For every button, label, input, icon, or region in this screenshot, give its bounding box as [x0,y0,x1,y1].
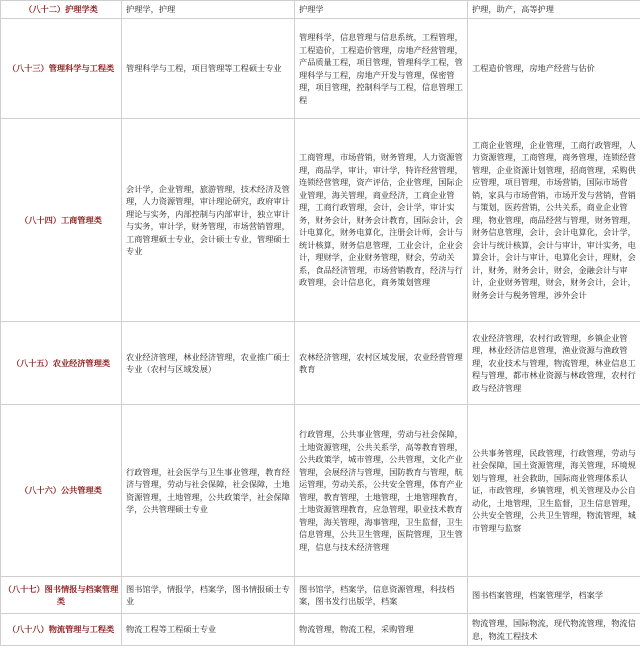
category-cell: （八十二）护理学类 [1,1,122,19]
table-row [1,405,640,577]
table-row [1,119,640,322]
table-row [1,614,640,646]
bachelor-cell: 工商管理，市场营销，财务管理，人力资源管理，商品学，审计，审计学，特许经营管理，连锁经营管理，资产评估，企业管理，国际企业管理，海关管理，商业经济，工商企业管理，工商行政管理，会计，会计学，审计实务，财务会计，财务会计教育，国际会计，会计电算化，财务电算化，注册会计师，会计与统计核算，财务信息管理，工业会计，企业会计，理财学，企业财务管理，财会，劳动关系，食品经济管理，市场营销教育，经济与行政管理，会计信息化，商务策划管理 [295,119,468,322]
table-row [1,19,640,119]
category-cell: （八十四）工商管理类 [1,119,122,322]
college-cell: 工商企业管理，企业管理，工商行政管理，人力资源管理，工商管理，商务管理，连锁经营管理，企业资源计划管理，招商管理，采购供应管理，项目管理，市场营销，国际市场营销，家具与市场营销，市场开发与营销，营销与策划，医药营销，公共关系，商业企业管理，物业管理，商品经营与管理，财务管理，财务信息管理，会计，会计电算化，会计学，会计与统计核算，会计与审计，审计实务，电算会计，会计与审计，电算化会计，理财，会计，财务，财务会计，财会，金融会计与审计，企业财务管理，财会，财务会计，会计，财务会计与税务管理，涉外会计 [468,119,640,322]
bachelor-cell: 图书馆学，档案学，信息资源管理，科技档案，图书发行出版学，档案 [295,577,468,614]
college-cell: 图书档案管理，档案管理学，档案学 [468,577,640,614]
college-cell: 农业经济管理，农村行政管理，乡镇企业管理，林业经济信息管理，渔业资源与渔政管理，农业技术与管理，物流管理，林业信息工程与管理，都市林业资源与林政管理，农村行政与经济管理 [468,322,640,405]
category-cell: （八十五）农业经济管理类 [1,322,122,405]
master-cell: 管理科学与工程，项目管理等工程硕士专业 [122,19,295,119]
table-row [1,1,640,19]
master-cell: 护理学，护理 [122,1,295,19]
category-cell: （八十八）物流管理与工程类 [1,614,122,646]
bachelor-cell: 护理学 [295,1,468,19]
category-cell: （八十三）管理科学与工程类 [1,19,122,119]
master-cell: 图书馆学，情报学，档案学，图书情报硕士专业 [122,577,295,614]
table-row [1,322,640,405]
table-row [1,577,640,614]
college-cell: 护理，助产，高等护理 [468,1,640,19]
college-cell: 物流管理，国际物流，现代物流管理，物流信息，物流工程技术 [468,614,640,646]
master-cell: 会计学，企业管理，旅游管理，技术经济及管理，人力资源管理，审计理论研究，政府审计理论与实务，内部控制与内部审计，独立审计与实务，审计学，财务管理，市场营销管理，工商管理硕士专业，会计硕士专业，管理硕士专业 [122,119,295,322]
college-cell: 工程造价管理，房地产经营与估价 [468,19,640,119]
bachelor-cell: 农林经济管理，农村区域发展，农业经营管理教育 [295,322,468,405]
bachelor-cell: 管理科学，信息管理与信息系统，工程管理，工程造价，工程造价管理，房地产经营管理，产品质量工程，项目管理，管理科学工程，管理科学与工程，房地产开发与管理，保密管理，项目管理，控制科学与工程，信息管理工程 [295,19,468,119]
master-cell: 农业经济管理，林业经济管理，农业推广硕士专业（农村与区域发展） [122,322,295,405]
college-cell: 公共事务管理，民政管理，行政管理，劳动与社会保障，国土资源管理，海关管理，环境规划与管理，社会救助，国际商业管理体系认证，市政管理，乡镇管理，机关管理及办公自动化，土地管理，卫生监督，卫生信息管理，公共安全管理，公共卫生管理，物流管理，城市管理与监察 [468,405,640,577]
bachelor-cell: 行政管理，公共事业管理，劳动与社会保障，土地资源管理，公共关系学，高等教育管理，公共政策学，城市管理，公共管理，文化产业管理，会展经济与管理，国防教育与管理，航运管理，劳动关系，公共安全管理，体育产业管理，教育管理，土地管理，土地管理教育，土地资源管理教育，应急管理，职业技术教育管理，海关管理，海事管理，卫生监督，卫生信息管理，公共卫生管理，医院管理，卫生管理，信息与技术经济管理 [295,405,468,577]
master-cell: 行政管理，社会医学与卫生事业管理，教育经济与管理，劳动与社会保障，社会保障，土地资源管理，土地管理，公共政策学，社会保障学，公共管理硕士专业 [122,405,295,577]
category-cell: （八十六）公共管理类 [1,405,122,577]
master-cell: 物流工程等工程硕士专业 [122,614,295,646]
category-cell: （八十七）图书情报与档案管理类 [1,577,122,614]
bachelor-cell: 物流管理，物流工程，采购管理 [295,614,468,646]
